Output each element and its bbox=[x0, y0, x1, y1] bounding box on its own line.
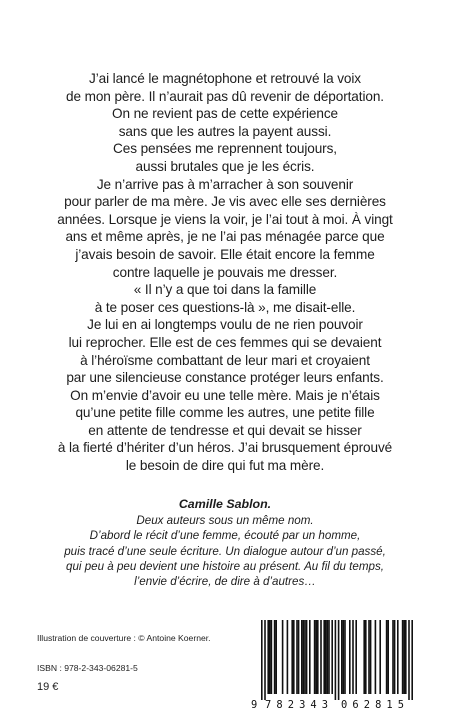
text-line: lui reprocher. Elle est de ces femmes qui se devaient bbox=[68, 334, 382, 350]
isbn-barcode bbox=[251, 620, 421, 710]
text-line: à l’héroïsme combattant de leur mari et croyaient bbox=[80, 352, 370, 368]
barcode-bar bbox=[375, 620, 377, 694]
barcode-bar bbox=[325, 620, 327, 694]
text-line: années. Lorsque je viens la voir, je l’ai tout à moi. À vingt bbox=[57, 211, 393, 227]
author-section bbox=[40, 497, 410, 589]
barcode-bar bbox=[352, 620, 354, 694]
barcode-bar bbox=[296, 620, 298, 694]
barcode-bar bbox=[282, 620, 284, 694]
text-line: sans que les autres la payent aussi. bbox=[118, 123, 332, 139]
barcode-bar bbox=[402, 620, 404, 694]
author-line: puis tracé d’une seule écriture. Un dialogue autour d’un passé, bbox=[64, 544, 386, 558]
barcode-bar bbox=[323, 620, 325, 694]
barcode-guard-bar bbox=[408, 620, 410, 700]
text-line: « Il n’y a que toi dans la famille bbox=[133, 282, 317, 298]
text-line: J’ai lancé le magnétophone et retrouvé la voix bbox=[89, 71, 361, 86]
barcode-bar bbox=[275, 620, 277, 694]
barcode-bar bbox=[392, 620, 394, 694]
barcode-bar bbox=[304, 620, 306, 694]
barcode-bar bbox=[343, 620, 345, 694]
barcode-bar bbox=[341, 620, 343, 694]
barcode-bar bbox=[368, 620, 370, 694]
barcode-guard-bar bbox=[264, 620, 266, 700]
barcode-bar bbox=[379, 620, 381, 694]
barcode-guard-bar bbox=[261, 620, 263, 700]
author-line: D’abord le récit d’une femme, écouté par un homme, bbox=[89, 529, 361, 543]
text-line: j’avais besoin de savoir. Elle était encore la femme bbox=[75, 246, 375, 262]
barcode-guard-bar bbox=[335, 620, 337, 700]
text-line: par une silencieuse constance protéger leurs enfants. bbox=[66, 370, 384, 386]
barcode-bar bbox=[386, 620, 388, 694]
barcode-bar bbox=[365, 620, 367, 694]
barcode-bar bbox=[314, 620, 316, 694]
barcode-bar bbox=[315, 620, 317, 694]
author-line: l’envie d’écrire, de dire à d’autres… bbox=[134, 575, 316, 589]
barcode-bar bbox=[306, 620, 308, 694]
barcode-bar bbox=[287, 620, 289, 694]
barcode-bar bbox=[267, 620, 269, 694]
barcode-bar bbox=[349, 620, 351, 694]
cover-illustration-credit: Illustration de couverture : © Antoine Koerner. bbox=[37, 633, 211, 643]
barcode-bar bbox=[355, 620, 357, 694]
text-line: en attente de tendresse et qui devait se hisser bbox=[88, 422, 362, 438]
barcode-bar bbox=[269, 620, 271, 694]
text-line: On m’envie d’avoir eu une telle mère. Mais je n’étais bbox=[70, 387, 380, 403]
barcode-bar bbox=[291, 620, 293, 694]
text-line: à la fierté d’hériter d’un héros. J’ai brusquement éprouvé bbox=[57, 440, 393, 456]
barcode-bar bbox=[394, 620, 396, 694]
text-line: Je lui en ai longtemps voulu de ne rien pouvoir bbox=[87, 317, 363, 333]
barcode-bar bbox=[327, 620, 329, 694]
barcode-bar bbox=[271, 620, 273, 694]
text-line: ans et même après, je ne l’ai pas ménagée parce que bbox=[65, 229, 385, 245]
price-label: 19 € bbox=[37, 681, 59, 693]
text-line: aussi brutales que je les écris. bbox=[135, 158, 315, 174]
barcode-bar bbox=[320, 620, 322, 694]
barcode-bar bbox=[387, 620, 389, 694]
barcode-bar bbox=[370, 620, 372, 694]
barcode-guard-bar bbox=[338, 620, 340, 700]
barcode-bar bbox=[301, 620, 303, 694]
barcode-digits-right: 062815 bbox=[341, 699, 410, 711]
author-name: Camille Sablon. bbox=[178, 497, 272, 511]
barcode-bar bbox=[344, 620, 346, 694]
text-line: contre laquelle je pouvais me dresser. bbox=[112, 264, 338, 280]
barcode-bars bbox=[251, 620, 421, 700]
barcode-bar bbox=[317, 620, 319, 694]
author-line: qui peu à peu devient une histoire au présent. Au fil du temps, bbox=[66, 559, 384, 573]
barcode-bar bbox=[328, 620, 330, 694]
barcode-bar bbox=[405, 620, 407, 694]
barcode-bar bbox=[363, 620, 365, 694]
back-cover-text bbox=[38, 70, 412, 475]
barcode-bar bbox=[331, 620, 333, 694]
text-line: le besoin de dire qui fut ma mère. bbox=[125, 458, 325, 474]
text-line: Ces pensées me reprennent toujours, bbox=[113, 141, 337, 157]
barcode-bar bbox=[293, 620, 295, 694]
text-line: qu’une petite fille comme les autres, une petite fille bbox=[75, 405, 375, 421]
barcode-guard-bar bbox=[411, 620, 413, 700]
text-line: pour parler de ma mère. Je vis avec elle ses dernières bbox=[64, 194, 386, 210]
text-line: Je n’arrive pas à m’arracher à son souvenir bbox=[96, 176, 354, 192]
barcode-digit-first: 9 bbox=[251, 699, 258, 711]
text-line: à te poser ces questions-là », me disait-elle. bbox=[94, 299, 356, 315]
author-line: Deux auteurs sous un même nom. bbox=[136, 514, 314, 528]
text-line: On ne revient pas de cette expérience bbox=[111, 106, 339, 122]
barcode-bar bbox=[274, 620, 276, 694]
barcode-bar bbox=[298, 620, 300, 694]
barcode-bar bbox=[397, 620, 399, 694]
barcode-digits-left: 782343 bbox=[265, 699, 334, 711]
text-line: de mon père. Il n’aurait pas dû revenir de déportation. bbox=[66, 88, 384, 104]
barcode-bar bbox=[403, 620, 405, 694]
barcode-digits bbox=[251, 699, 421, 711]
barcode-bar bbox=[303, 620, 305, 694]
barcode-bar bbox=[309, 620, 311, 694]
isbn-label: ISBN : 978-2-343-06281-5 bbox=[37, 663, 138, 673]
